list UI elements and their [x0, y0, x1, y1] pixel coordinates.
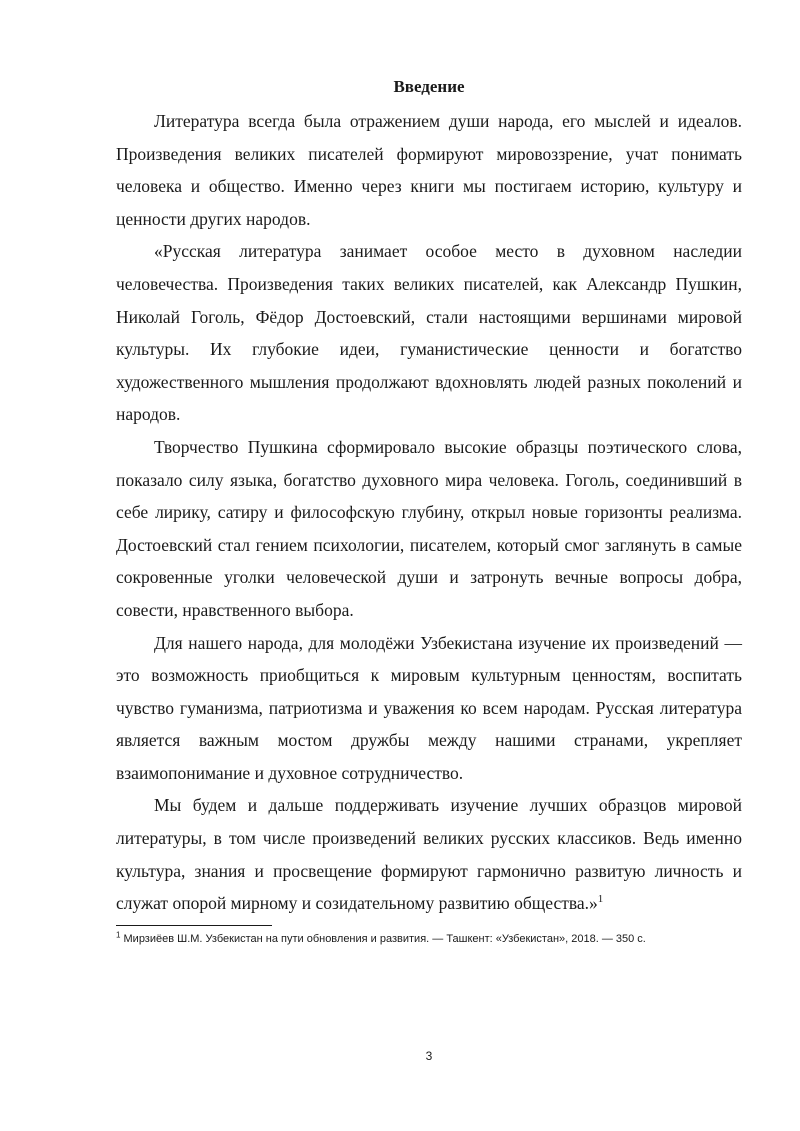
- paragraph-1: Литература всегда была отражением души народа, его мыслей и идеалов. Произведения великих писателей формируют мировоззрение, учат понимать человека и общество. Именно через книги мы постигаем историю, культуру и ценности других народов.: [116, 111, 742, 229]
- footnote-reference[interactable]: 1: [597, 893, 604, 906]
- section-title: Введение: [393, 77, 465, 96]
- footnote-separator: [116, 925, 272, 926]
- paragraph-3: Творчество Пушкина сформировало высокие образцы поэтического слова, показало силу языка, богатство духовного мира человека. Гоголь, соединивший в себе лирику, сатиру и философскую глубину, открыл новые горизонты реализма. Достоевский стал гением психологии, писателем, который смог заглянуть в самые сокровенные уголки человеческой души и затронуть вечные вопросы добра, совести, нравственного выбора.: [116, 436, 742, 620]
- paragraph-5-text: Мы будем и дальше поддерживать изучение лучших образцов мировой литературы, в том числе произведений великих русских классиков. Ведь именно культура, знания и просвещение формируют гармонично развитую личность и служат опорой мирному и созидательному развитию общества.»: [116, 795, 742, 914]
- paragraph-4: Для нашего народа, для молодёжи Узбекистана изучение их произведений — это возможность приобщиться к мировым культурным ценностям, воспитать чувство гуманизма, патриотизма и уважения ко всем народам. Русская литература является важным мостом дружбы между нашими странами, укрепляет взаимопонимание и духовное сотрудничество.: [116, 632, 742, 783]
- paragraph-5: [116, 789, 742, 919]
- footnote-mark: 1: [116, 930, 121, 940]
- footnote-text: Мирзиёев Ш.М. Узбекистан на пути обновления и развития. — Ташкент: «Узбекистан», 2018. — 350 с.: [120, 933, 646, 945]
- body-text: [116, 105, 742, 920]
- page-number: 3: [425, 1049, 433, 1063]
- footnote: [116, 932, 756, 946]
- paragraph-2: «Русская литература занимает особое место в духовном наследии человечества. Произведения таких великих писателей, как Александр Пушкин, Николай Гоголь, Фёдор Достоевский, стали настоящими вершинами мировой культуры. Их глубокие идеи, гуманистические ценности и богатство художественного мышления продолжают вдохновлять людей разных поколений и народов.: [116, 241, 742, 425]
